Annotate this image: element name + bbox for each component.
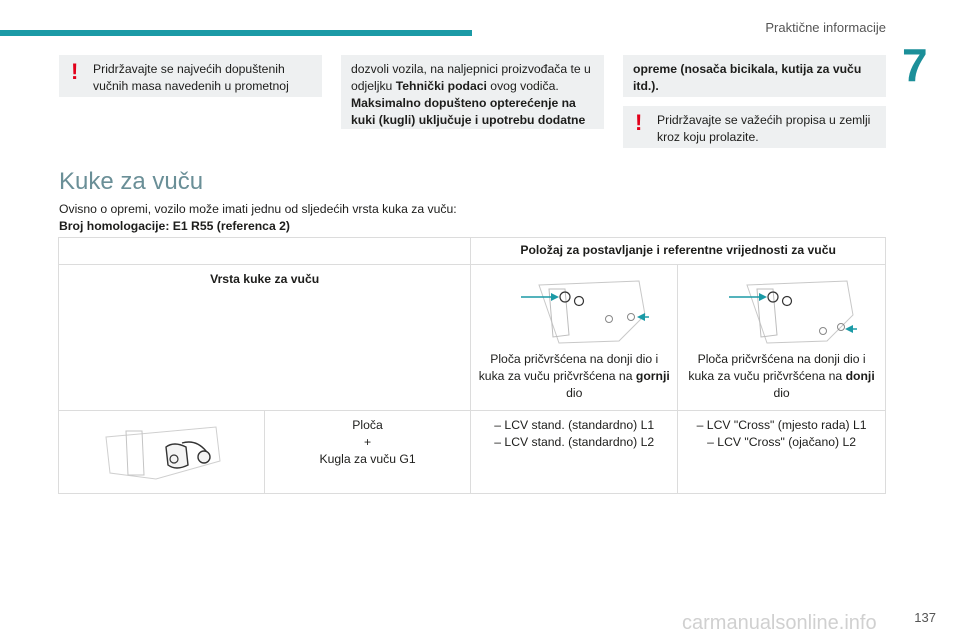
info-bold-text-2: opreme (nosača bicikala, kutija za vuču itd.). — [633, 62, 862, 93]
warning-box-tow-mass — [59, 55, 322, 97]
page-number: 137 — [914, 610, 936, 625]
info-text-end: ovog vodiča. — [486, 79, 559, 93]
towbar-g1-image-cell — [59, 411, 265, 494]
homologation-text: Broj homologacije: E1 R55 (referenca 2) — [59, 219, 290, 233]
info-text: dozvoli vozila, na naljepnici proizvođača te u odjeljku — [351, 62, 591, 93]
list-item: – LCV stand. (standardno) L1 — [494, 418, 655, 432]
type-line-1: Ploča — [352, 418, 383, 432]
caption-bold: gornji — [635, 369, 670, 383]
type-line-3: Kugla za vuču G1 — [319, 452, 416, 466]
caption-text: Ploča pričvršćena na donji dio i kuka za vuču pričvršćena na — [688, 352, 866, 383]
header-accent-bar — [0, 30, 472, 36]
caption-end: dio — [773, 386, 790, 400]
info-box-column-2 — [341, 55, 604, 129]
section-intro — [59, 201, 457, 235]
warning-box-regulations — [623, 106, 886, 148]
caption-bold: donji — [845, 369, 875, 383]
towball-g1-illustration — [96, 417, 226, 487]
diagram-upper-mount — [471, 265, 678, 411]
list-item: – LCV "Cross" (ojačano) L2 — [707, 435, 856, 449]
info-text-bold: Tehnički podaci — [395, 79, 487, 93]
list-item: – LCV stand. (standardno) L2 — [494, 435, 655, 449]
diagram-lower-mount — [678, 265, 886, 411]
caption-end: dio — [566, 386, 583, 400]
row-label: Vrsta kuke za vuču — [59, 265, 471, 411]
table-header: Položaj za postavljanje i referentne vrijednosti za vuču — [471, 238, 886, 265]
towbar-table — [58, 237, 886, 494]
towbar-mount-upper-illustration — [499, 275, 649, 347]
type-line-2: + — [363, 435, 372, 449]
warning-text: Pridržavajte se najvećih dopuštenih vučnih masa navedenih u prometnoj — [93, 62, 289, 93]
list-item: – LCV "Cross" (mjesto rada) L1 — [696, 418, 867, 432]
lower-mount-variants — [678, 411, 886, 494]
running-header-title: Praktične informacije — [765, 20, 886, 35]
towbar-mount-lower-illustration — [707, 275, 857, 347]
warning-icon: ! — [635, 110, 643, 135]
section-title: Kuke za vuču — [59, 168, 204, 195]
warning-icon: ! — [71, 59, 79, 84]
upper-mount-variants — [471, 411, 678, 494]
intro-text: Ovisno o opremi, vozilo može imati jednu od sljedećih vrsta kuka za vuču: — [59, 202, 457, 216]
towbar-type-cell — [264, 411, 471, 494]
info-bold-text: Maksimalno dopušteno opterećenje na kuki (kugli) uključuje i upotrebu dodatne — [351, 96, 586, 127]
warning-text: Pridržavajte se važećih propisa u zemlji kroz koju prolazite. — [657, 113, 871, 144]
watermark: carmanualsonline.info — [682, 612, 877, 634]
chapter-number: 7 — [902, 39, 928, 91]
caption-text: Ploča pričvršćena na donji dio i kuka za vuču pričvršćena na — [478, 352, 659, 383]
table-empty-header — [59, 238, 471, 265]
info-box-column-3 — [623, 55, 886, 97]
